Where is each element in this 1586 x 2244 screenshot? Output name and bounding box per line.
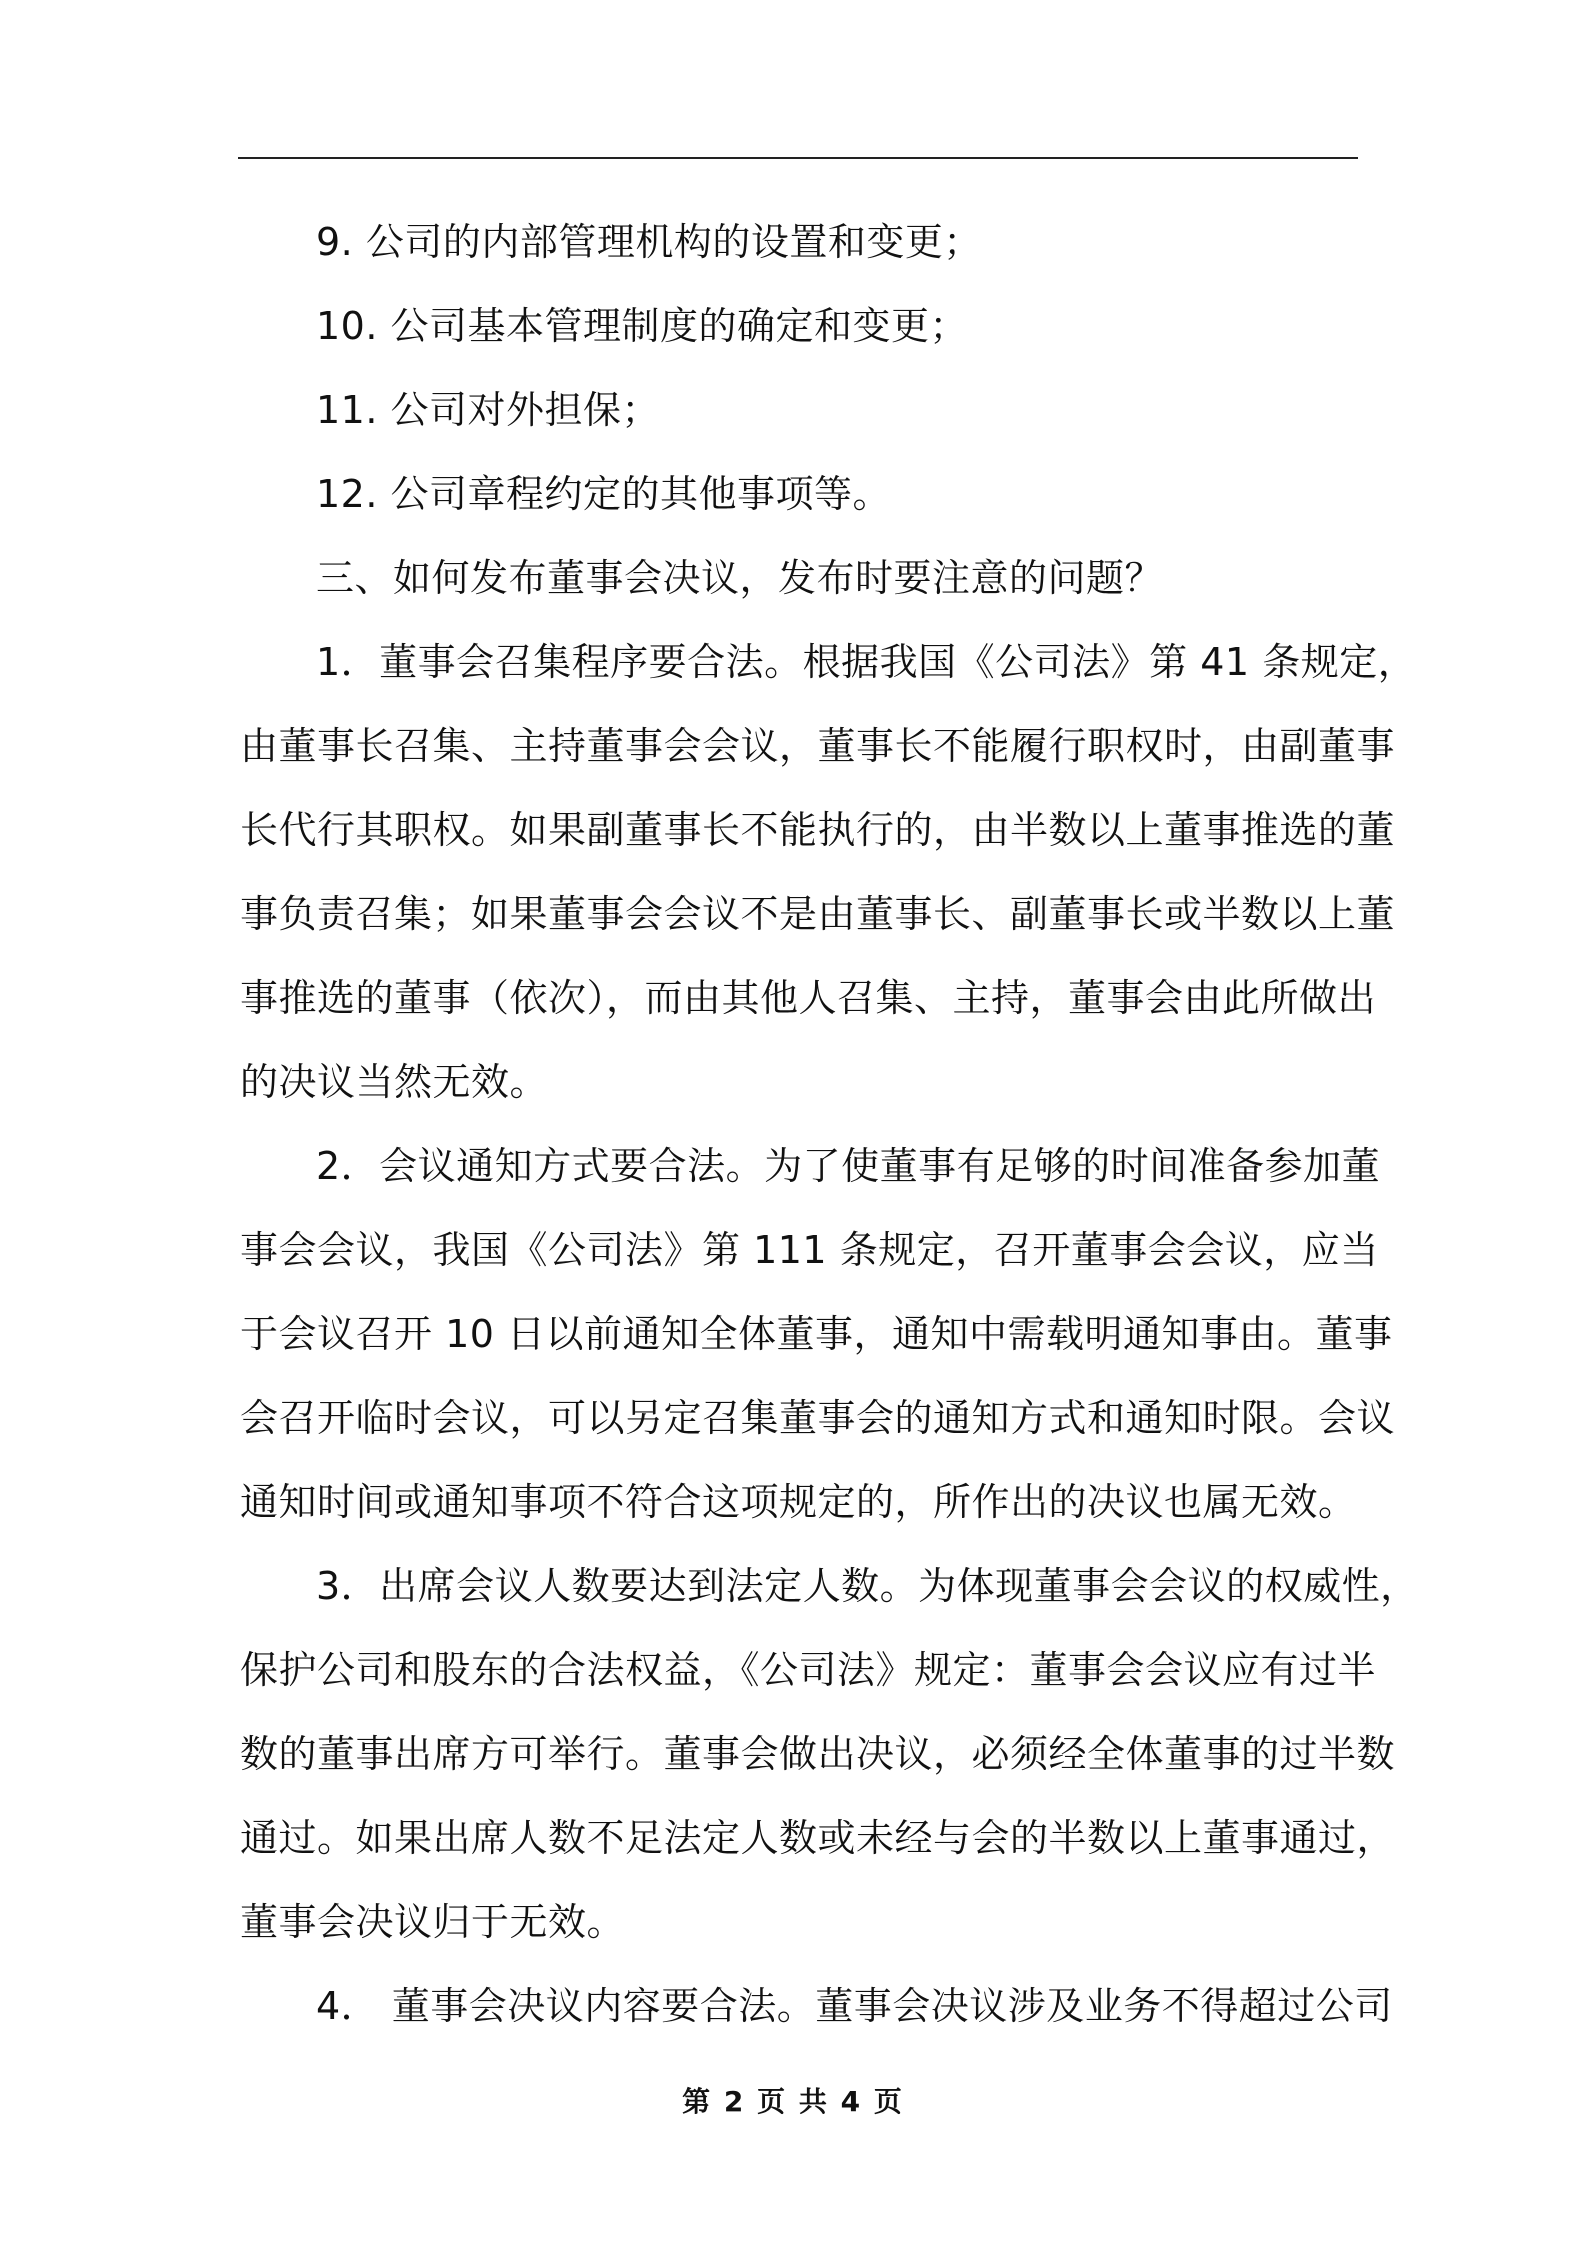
text-line: 三、如何发布董事会决议，发布时要注意的问题？: [316, 556, 1164, 600]
text-line: 数的董事出席方可举行。董事会做出决议，必须经全体董事的过半数: [240, 1732, 1396, 1776]
text-line: 的决议当然无效。: [240, 1060, 549, 1104]
text-line: 12. 公司章程约定的其他事项等。: [316, 472, 892, 516]
paragraph: [240, 1544, 1419, 1964]
paragraph: [240, 452, 1360, 536]
header-rule: [238, 157, 1358, 159]
paragraph: [240, 1124, 1396, 1544]
text-line: 3．出席会议人数要达到法定人数。为体现董事会会议的权威性，: [316, 1564, 1419, 1608]
paragraph: [240, 284, 1360, 368]
page-number-footer: 第 2 页 共 4 页: [682, 2085, 904, 2118]
text-line: 事会会议，我国《公司法》第 111 条规定，召开董事会会议，应当: [240, 1228, 1379, 1272]
text-line: 事推选的董事（依次），而由其他人召集、主持，董事会由此所做出: [240, 976, 1377, 1020]
paragraph: [240, 200, 1360, 284]
text-line: 董事会决议归于无效。: [240, 1900, 626, 1944]
text-line: 长代行其职权。如果副董事长不能执行的，由半数以上董事推选的董: [240, 808, 1396, 852]
text-line: 通过。如果出席人数不足法定人数或未经与会的半数以上董事通过，: [240, 1816, 1396, 1860]
paragraph: [240, 1964, 1393, 2048]
text-line: 1．董事会召集程序要合法。根据我国《公司法》第 41 条规定，: [316, 640, 1417, 684]
text-line: 事负责召集；如果董事会会议不是由董事长、副董事长或半数以上董: [240, 892, 1396, 936]
text-line: 4． 董事会决议内容要合法。董事会决议涉及业务不得超过公司: [316, 1984, 1393, 2028]
document-body: [240, 200, 1419, 2048]
text-line: 2．会议通知方式要合法。为了使董事有足够的时间准备参加董: [316, 1144, 1381, 1188]
text-line: 11. 公司对外担保；: [316, 388, 661, 432]
text-line: 9. 公司的内部管理机构的设置和变更；: [316, 220, 982, 264]
text-line: 保护公司和股东的合法权益，《公司法》规定：董事会会议应有过半: [240, 1648, 1377, 1692]
text-line: 通知时间或通知事项不符合这项规定的，所作出的决议也属无效。: [240, 1480, 1357, 1524]
text-line: 会召开临时会议，可以另定召集董事会的通知方式和通知时限。会议: [240, 1396, 1396, 1440]
text-line: 10. 公司基本管理制度的确定和变更；: [316, 304, 969, 348]
paragraph: [240, 620, 1417, 1124]
text-line: 于会议召开 10 日以前通知全体董事，通知中需载明通知事由。董事: [240, 1312, 1393, 1356]
paragraph: [240, 368, 1360, 452]
section-heading: [240, 536, 1360, 620]
text-line: 由董事长召集、主持董事会会议，董事长不能履行职权时，由副董事: [240, 724, 1396, 768]
